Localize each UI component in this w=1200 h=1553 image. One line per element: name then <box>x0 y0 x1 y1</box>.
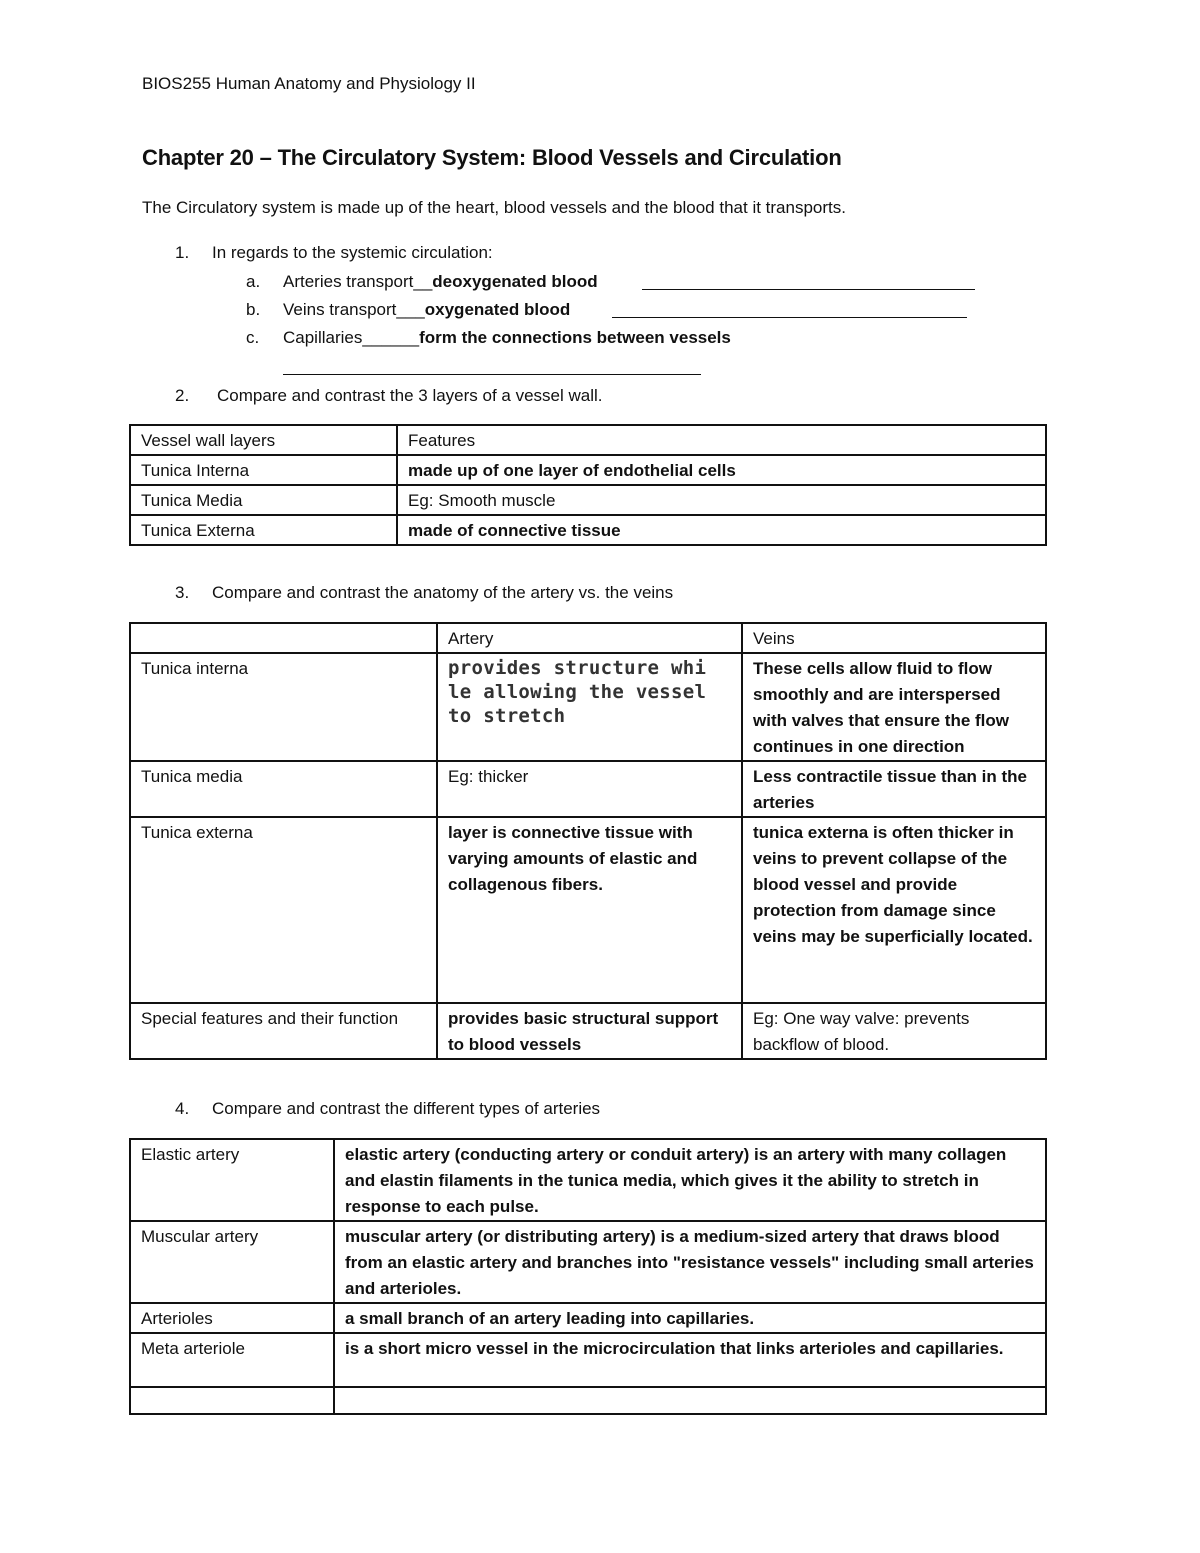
vein-cell: These cells allow fluid to flow smoothly and are interspersed with valves that ensure the flow continues in one direction <box>742 653 1046 761</box>
item-prefix: Veins transport___ <box>283 300 425 319</box>
item-answer: form the connections between vessels <box>419 328 731 347</box>
question-text: In regards to the systemic circulation: <box>212 243 493 262</box>
vein-cell: Eg: One way valve: prevents backflow of blood. <box>742 1003 1046 1059</box>
layer-cell: Tunica Externa <box>130 515 397 545</box>
item-letter: a. <box>246 272 261 291</box>
answer-underline <box>642 289 975 290</box>
question-4-number: 4. <box>175 1099 190 1118</box>
artery-vein-table <box>129 622 1047 1060</box>
question-2-text: Compare and contrast the 3 layers of a vessel wall. <box>217 386 603 405</box>
artery-type-cell: Arterioles <box>130 1303 334 1333</box>
table-row <box>130 485 1046 515</box>
item-prefix: Arteries transport__ <box>283 272 433 291</box>
artery-cell: Eg: thicker <box>437 761 742 817</box>
description-cell <box>334 1387 1046 1414</box>
header-cell: Artery <box>437 623 742 653</box>
description-cell: is a short micro vessel in the microcirculation that links arterioles and capillaries. <box>334 1333 1046 1387</box>
feature-cell: Eg: Smooth muscle <box>397 485 1046 515</box>
table-row <box>130 1303 1046 1333</box>
answer-underline <box>612 317 967 318</box>
table-row <box>130 515 1046 545</box>
intro-text: The Circulatory system is made up of the heart, blood vessels and the blood that it transports. <box>142 198 846 217</box>
item-prefix: Capillaries______ <box>283 328 420 347</box>
table-row <box>130 817 1046 1003</box>
table-row <box>130 455 1046 485</box>
description-cell: muscular artery (or distributing artery) is a medium-sized artery that draws blood from an elastic artery and branches into "resistance vessels" including small arteries and arterioles. <box>334 1221 1046 1303</box>
artery-cell: layer is connective tissue with varying amounts of elastic and collagenous fibers. <box>437 817 742 1003</box>
header-cell: Veins <box>742 623 1046 653</box>
question-4-text: Compare and contrast the different types of arteries <box>212 1099 601 1118</box>
artery-cell: provides structure whi le allowing the vessel to stretch <box>437 653 742 761</box>
table-row <box>130 1333 1046 1387</box>
description-cell: elastic artery (conducting artery or conduit artery) is an artery with many collagen and elastin filaments in the tunica media, which gives it the ability to stretch in response to each pulse. <box>334 1139 1046 1221</box>
table-row <box>130 1221 1046 1303</box>
table-row <box>130 653 1046 761</box>
layer-cell: Tunica Media <box>130 485 397 515</box>
layer-cell: Tunica externa <box>130 817 437 1003</box>
layer-cell: Tunica interna <box>130 653 437 761</box>
question-3-number: 3. <box>175 583 190 602</box>
course-header: BIOS255 Human Anatomy and Physiology II <box>142 74 476 93</box>
layer-cell: Tunica media <box>130 761 437 817</box>
vessel-wall-table <box>129 424 1047 546</box>
item-answer: oxygenated blood <box>424 300 571 319</box>
item-letter: c. <box>246 328 260 347</box>
artery-type-cell <box>130 1387 334 1414</box>
item-answer: deoxygenated blood <box>432 272 598 291</box>
artery-type-cell: Muscular artery <box>130 1221 334 1303</box>
vein-cell: Less contractile tissue than in the arteries <box>742 761 1046 817</box>
table-row <box>130 1139 1046 1221</box>
table-header-row <box>130 425 1046 455</box>
answer-underline <box>283 374 701 375</box>
header-cell: Features <box>397 425 1046 455</box>
table-row <box>130 1003 1046 1059</box>
artery-type-cell: Meta arteriole <box>130 1333 334 1387</box>
chapter-title: Chapter 20 – The Circulatory System: Blood Vessels and Circulation <box>142 145 842 170</box>
artery-type-cell: Elastic artery <box>130 1139 334 1221</box>
header-cell: Vessel wall layers <box>130 425 397 455</box>
table-row <box>130 761 1046 817</box>
question-2-number: 2. <box>175 386 190 405</box>
artery-cell: provides basic structural support to blood vessels <box>437 1003 742 1059</box>
question-number: 1. <box>175 243 190 262</box>
artery-types-table <box>129 1138 1047 1415</box>
table-row <box>130 1387 1046 1414</box>
feature-cell: made up of one layer of endothelial cells <box>397 455 1046 485</box>
item-letter: b. <box>246 300 261 319</box>
layer-cell: Special features and their function <box>130 1003 437 1059</box>
vein-cell: tunica externa is often thicker in veins to prevent collapse of the blood vessel and provide protection from damage since veins may be superficially located. <box>742 817 1046 1003</box>
table-header-row <box>130 623 1046 653</box>
question-3-text: Compare and contrast the anatomy of the artery vs. the veins <box>212 583 674 602</box>
layer-cell: Tunica Interna <box>130 455 397 485</box>
description-cell: a small branch of an artery leading into capillaries. <box>334 1303 1046 1333</box>
feature-cell: made of connective tissue <box>397 515 1046 545</box>
header-cell <box>130 623 437 653</box>
